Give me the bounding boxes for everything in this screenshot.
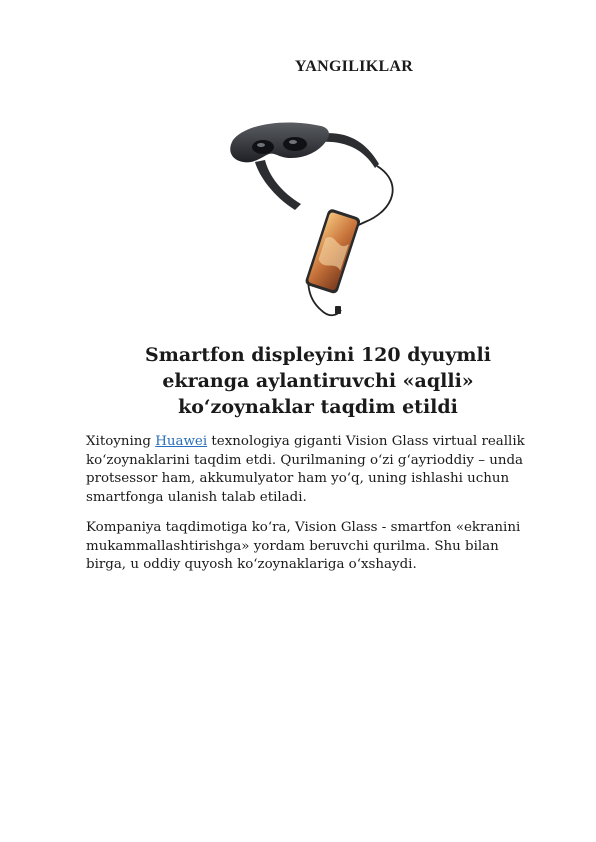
section-label: YANGILIKLAR [294, 58, 414, 75]
huawei-link[interactable]: Huawei [155, 434, 208, 449]
paragraph-text: Xitoyning [86, 434, 156, 449]
paragraph-text: texnologiya giganti Vision Glass virtual reallik ko‘zoynaklarini taqdim etdi. Qurilmaning o‘zi g‘ayrioddiy – unda protsessor ham, akkumulyator ham yo‘q, uning ishlashi uchun smartfonga ulanish talab etiladi. [86, 434, 525, 505]
article-body [86, 433, 538, 587]
article-paragraph-1 [86, 433, 538, 507]
article-headline: Smartfon displeyini 120 dyuymli ekranga aylantiruvchi «aqlli» ko‘zoynaklar taqdim etildi [145, 344, 491, 418]
article-paragraph-2: Kompaniya taqdimotiga ko‘ra, Vision Glass - smartfon «ekranini mukammallashtirishga» yordam beruvchi qurilma. Shu bilan birga, u oddiy quyosh ko‘zoynaklariga o‘xshaydi. [86, 520, 521, 572]
vr-glasses-smartphone-image [225, 112, 415, 330]
